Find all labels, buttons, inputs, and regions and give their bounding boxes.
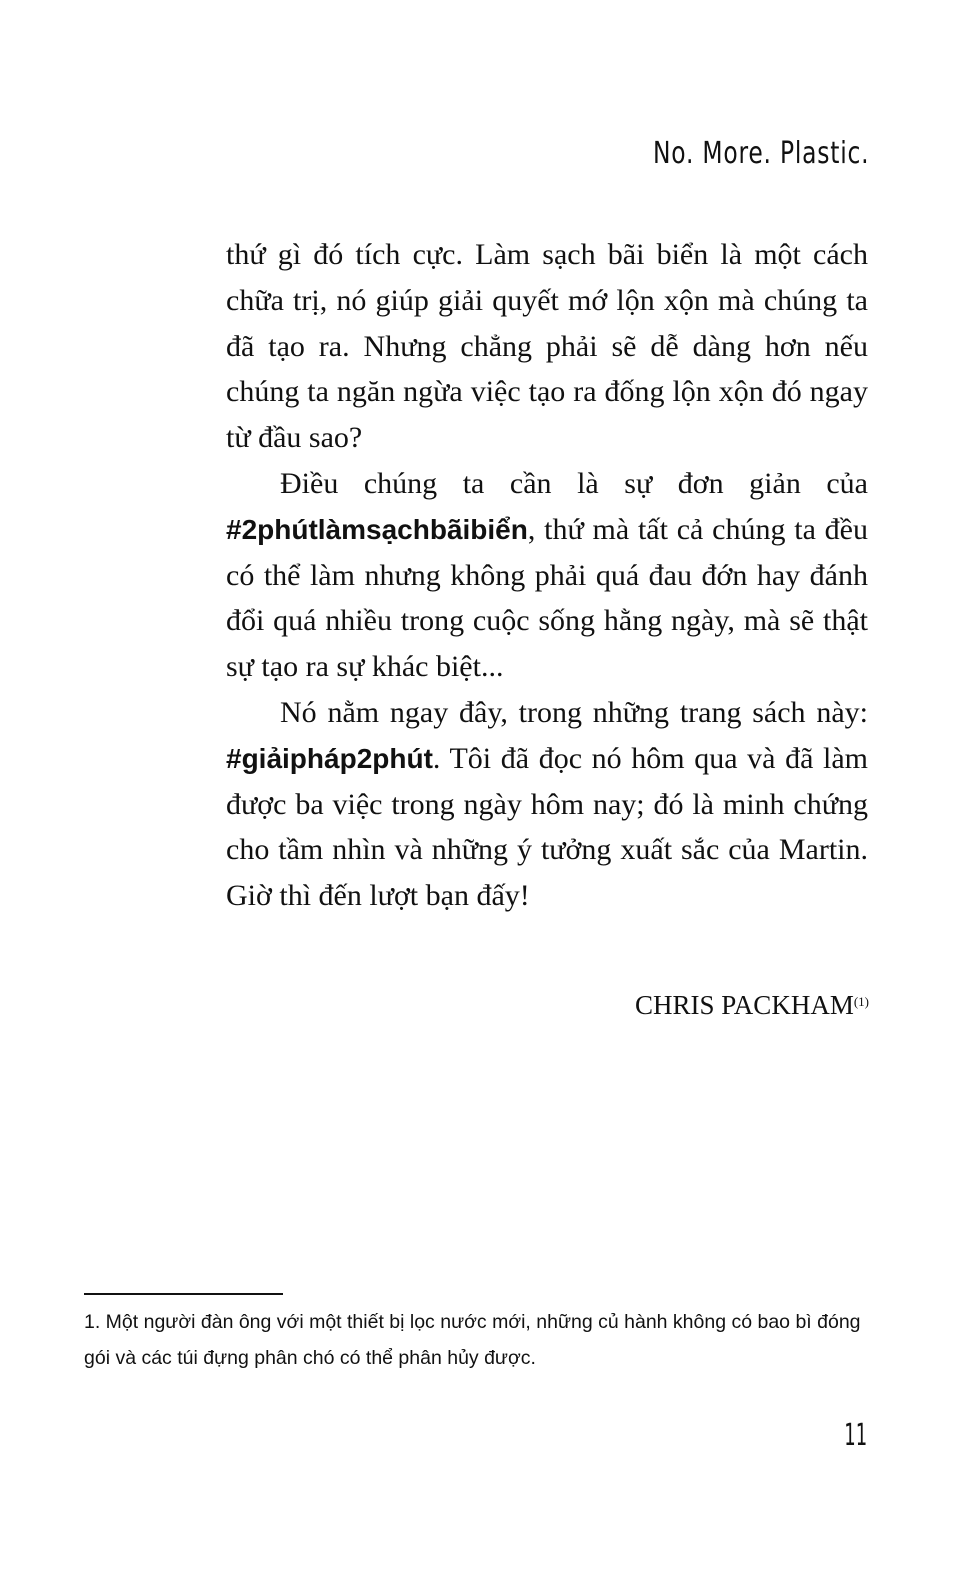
hashtag-beach-clean: #2phútlàmsạchbãibiển: [226, 513, 528, 545]
page-number: 11: [844, 1418, 867, 1453]
paragraph-2-after: , thứ mà tất cả chúng ta đều có thể làm nhưng không phải quá đau đớn hay đánh đổi quá nhiều trong cuộc sống hằng ngày, mà sẽ thật sự tạo ra sự khác biệt...: [226, 512, 868, 684]
author-signature: [635, 990, 869, 1021]
footnote: 1. Một người đàn ông với một thiết bị lọc nước mới, những củ hành không có bao bì đóng gói và các túi đựng phân chó có thể phân hủy được.: [84, 1311, 861, 1369]
paragraph-2: [226, 461, 868, 690]
running-header: No. More. Plastic.: [652, 136, 869, 171]
paragraph-2-before: Điều chúng ta cần là sự đơn giản của: [280, 466, 868, 500]
footnote-rule: [84, 1293, 283, 1295]
hashtag-solution: #giảipháp2phút: [226, 742, 433, 774]
paragraph-3-after: . Tôi đã đọc nó hôm qua và đã làm được ba việc trong ngày hôm nay; đó là minh chứng cho tầm nhìn và những ý tưởng xuất sắc của Martin. Giờ thì đến lượt bạn đấy!: [226, 741, 868, 913]
paragraph-3-before: Nó nằm ngay đây, trong những trang sách này:: [280, 695, 868, 729]
body-text: [226, 232, 868, 919]
author-name: CHRIS PACKHAM: [635, 990, 854, 1020]
paragraph-3: [226, 690, 868, 919]
paragraph-1: thứ gì đó tích cực. Làm sạch bãi biển là một cách chữa trị, nó giúp giải quyết mớ lộn xộn mà chúng ta đã tạo ra. Nhưng chẳng phải sẽ dễ dàng hơn nếu chúng ta ngăn ngừa việc tạo ra đống lộn xộn đó ngay từ đầu sao?: [226, 238, 868, 455]
footnote-marker: (1): [853, 994, 869, 1009]
